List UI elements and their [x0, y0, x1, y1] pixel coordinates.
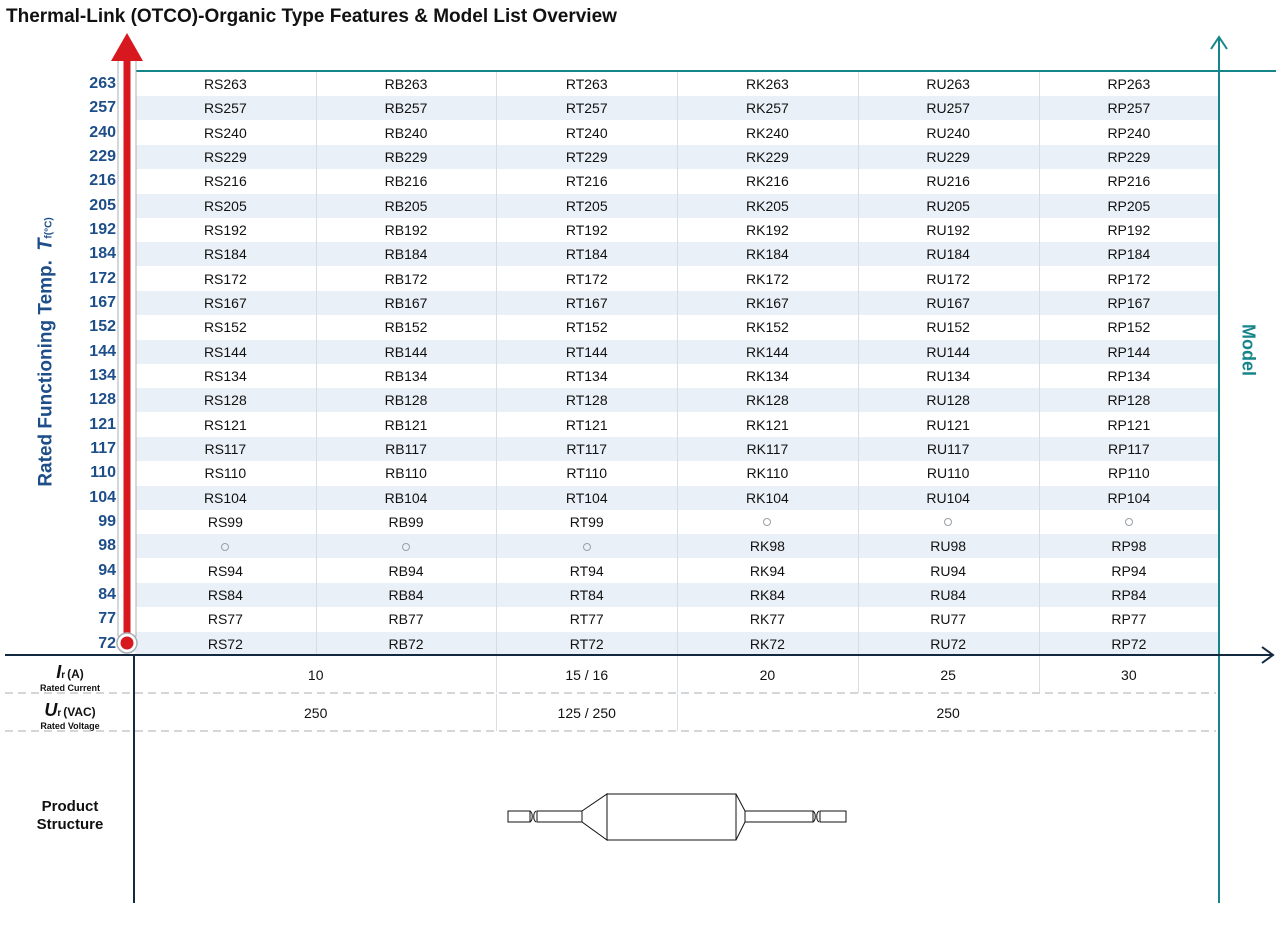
model-cell: RP84	[1111, 586, 1147, 603]
model-cell: RK104	[746, 489, 789, 506]
model-cell: RT240	[565, 124, 608, 141]
model-cell: RS216	[203, 173, 247, 190]
model-cell: RB240	[384, 124, 428, 141]
model-cell: RP134	[1107, 367, 1151, 384]
model-cell: RU72	[930, 635, 967, 652]
model-cell: RK216	[746, 173, 789, 190]
model-cell: RS84	[207, 586, 243, 603]
model-cell: RT110	[566, 465, 608, 482]
rated-voltage-symbol: U	[44, 700, 58, 720]
model-cell: RT72	[569, 635, 604, 652]
model-cell: RS263	[203, 76, 247, 92]
model-cell: RB110	[385, 465, 427, 482]
model-cell: RT77	[569, 611, 604, 628]
rated-voltage-subscript: r	[57, 708, 62, 719]
y-axis-label: Rated Functioning Temp.	[35, 260, 57, 487]
model-cell: RU110	[926, 465, 970, 482]
model-cell: RS134	[203, 367, 247, 384]
model-cell: RU121	[926, 416, 970, 433]
model-cell: RU216	[926, 173, 970, 190]
model-cell: RU134	[926, 367, 970, 384]
model-cell: RU98	[930, 538, 967, 555]
model-cell: RS110	[204, 465, 247, 482]
model-cell: RK152	[746, 319, 789, 336]
temperature-label: 172	[89, 269, 116, 287]
model-cell: RP121	[1107, 416, 1151, 433]
model-cell: RS152	[203, 319, 247, 336]
temperature-label: 128	[89, 391, 116, 409]
model-cell: RP216	[1107, 173, 1151, 190]
temperature-label: 98	[98, 537, 116, 555]
model-cell: RK205	[746, 197, 789, 214]
model-cell: RT84	[569, 586, 604, 603]
model-cell: RP152	[1107, 319, 1151, 336]
model-cell: RK229	[746, 148, 789, 165]
model-cell: RS128	[203, 392, 247, 409]
model-cell: RP94	[1111, 562, 1147, 579]
model-cell: RB117	[385, 440, 427, 457]
model-cell: RU172	[926, 270, 970, 287]
model-cell: RK110	[746, 465, 789, 482]
model-cell: RB229	[384, 148, 428, 165]
thermometer-icon	[111, 33, 143, 653]
temperature-label: 263	[89, 75, 116, 92]
model-cell: RK172	[746, 270, 789, 287]
model-cell: RB152	[384, 319, 428, 336]
model-cell: RB184	[384, 246, 428, 263]
model-cell: RB257	[384, 100, 428, 117]
model-cell: RB99	[388, 513, 424, 530]
temperature-label: 134	[89, 366, 116, 384]
rated-voltage-unit: (VAC)	[63, 705, 96, 719]
model-cell: RB167	[384, 294, 428, 311]
model-cell: RT128	[565, 392, 608, 409]
model-cell: RB172	[384, 270, 428, 287]
rated-current-value: 20	[759, 667, 776, 683]
model-cell: RT117	[566, 440, 608, 457]
model-cell: RT144	[565, 343, 608, 360]
model-cell: RU117	[926, 440, 970, 457]
model-cell: RT184	[565, 246, 608, 263]
model-cell: RK117	[746, 440, 789, 457]
model-cell: RP104	[1107, 489, 1151, 506]
model-cell: RU128	[926, 392, 970, 409]
model-cell: RP240	[1107, 124, 1151, 141]
temperature-label: 152	[89, 318, 116, 336]
temperature-label: 144	[89, 342, 116, 360]
rated-voltage-value: 125 / 250	[557, 705, 616, 721]
model-cell: RT104	[565, 489, 608, 506]
temperature-label: 104	[89, 488, 116, 506]
model-cell: RB121	[384, 416, 428, 433]
model-cell: RB104	[384, 489, 428, 506]
model-cell: RK94	[749, 562, 785, 579]
model-cell: RK263	[746, 76, 789, 92]
model-cell: RS94	[207, 562, 243, 579]
model-cell: RK84	[749, 586, 785, 603]
model-cell: RP172	[1107, 270, 1151, 287]
model-cell: RT192	[565, 221, 608, 238]
model-cell: RS172	[203, 270, 247, 287]
model-cell: RT94	[569, 562, 604, 579]
rated-current-subscript: r	[61, 670, 66, 681]
model-cell: RT121	[565, 416, 608, 433]
model-cell: RP192	[1107, 221, 1151, 238]
temperature-label: 72	[98, 634, 116, 652]
temperature-label: 240	[89, 123, 116, 141]
rated-voltage-value: 250	[936, 705, 960, 721]
model-cell: RU240	[926, 124, 970, 141]
y-axis-unit: (°C)	[43, 217, 55, 236]
product-structure-drawing	[508, 794, 846, 840]
model-cell: RS144	[203, 343, 247, 360]
model-cell: RB128	[384, 392, 428, 409]
model-cell: RT205	[565, 197, 608, 214]
model-cell: RK257	[746, 100, 789, 117]
temperature-label: 257	[89, 99, 116, 117]
rated-current-unit: (A)	[67, 667, 84, 681]
model-cell: RU104	[926, 489, 970, 506]
model-cell: RB84	[388, 586, 424, 603]
temperature-label: 99	[98, 512, 116, 530]
model-cell: RT229	[565, 148, 608, 165]
model-cell: RB134	[384, 367, 428, 384]
model-cell: RP257	[1107, 100, 1151, 117]
model-cell: RP77	[1111, 611, 1147, 628]
rated-current-symbol: I	[56, 662, 62, 682]
model-cell: RK192	[746, 221, 789, 238]
model-cell: RP144	[1107, 343, 1151, 360]
page-title: Thermal-Link (OTCO)-Organic Type Features & Model List Overview	[6, 6, 617, 27]
model-cell: RT167	[565, 294, 608, 311]
model-cell: RP72	[1111, 635, 1147, 652]
model-cell: RS167	[203, 294, 247, 311]
temperature-label: 84	[98, 585, 116, 603]
model-cell: RP167	[1107, 294, 1151, 311]
model-cell: RS240	[203, 124, 247, 141]
rated-voltage-name: Rated Voltage	[40, 721, 100, 731]
temperature-label: 77	[98, 610, 116, 628]
model-cell: RU184	[926, 246, 970, 263]
model-cell: RU77	[930, 611, 967, 628]
temperature-label: 167	[89, 293, 116, 311]
temperature-label: 110	[90, 464, 116, 482]
model-cell: RB94	[388, 562, 424, 579]
model-cell: RK128	[746, 392, 789, 409]
model-cell: RB77	[388, 611, 424, 628]
model-cell: RP98	[1111, 538, 1147, 555]
temperature-label: 216	[89, 172, 116, 190]
temperature-label: 184	[89, 245, 116, 263]
model-cell: RU263	[926, 76, 970, 92]
model-cell: RP229	[1107, 148, 1151, 165]
model-cell: RP184	[1107, 246, 1151, 263]
model-cell: RP205	[1107, 197, 1151, 214]
model-cell: RU229	[926, 148, 970, 165]
model-cell: RS121	[203, 416, 247, 433]
temperature-label: 94	[98, 561, 116, 579]
model-cell: RB216	[384, 173, 428, 190]
model-cell: RK240	[746, 124, 789, 141]
model-cell: RB192	[384, 221, 428, 238]
product-structure-label: Product Structure	[36, 798, 104, 833]
model-cell: RK98	[749, 538, 785, 555]
model-cell: RU144	[926, 343, 970, 360]
temperature-label: 117	[90, 439, 116, 457]
model-cell: RU192	[926, 221, 970, 238]
model-cell: RT99	[569, 513, 604, 530]
model-cell: RU257	[926, 100, 970, 117]
model-cell: RK77	[749, 611, 785, 628]
model-cell: RS104	[203, 489, 247, 506]
rated-current-value: 25	[940, 667, 956, 683]
model-cell: RS77	[207, 611, 243, 628]
y-axis-subscript: f	[43, 235, 55, 239]
model-cell: RB263	[384, 76, 428, 92]
model-cell: RU167	[926, 294, 970, 311]
model-cell: RB144	[384, 343, 428, 360]
model-cell: RK167	[746, 294, 789, 311]
temperature-label: 205	[89, 196, 116, 214]
rated-current-value: 30	[1121, 667, 1137, 683]
rated-voltage-value: 250	[304, 705, 328, 721]
temperature-label: 229	[89, 147, 116, 165]
model-cell: RK72	[749, 635, 785, 652]
temperature-label: 121	[89, 415, 116, 433]
model-cell: RS72	[207, 635, 243, 652]
model-cell: RS257	[203, 100, 247, 117]
model-cell: RK184	[746, 246, 789, 263]
rated-current-value: 10	[307, 667, 324, 683]
model-cell: RK121	[746, 416, 789, 433]
model-cell: RT152	[565, 319, 608, 336]
model-cell: RS192	[203, 221, 247, 238]
model-cell: RS184	[203, 246, 247, 263]
model-axis-label-text: Model	[1238, 324, 1259, 376]
model-cell: RT216	[565, 173, 608, 190]
model-cell: RS229	[203, 148, 247, 165]
model-cell: RB72	[388, 635, 424, 652]
model-cell: RS99	[207, 513, 243, 530]
model-cell: RT257	[565, 100, 608, 117]
model-cell: RB205	[384, 197, 428, 214]
model-cell: RK134	[746, 367, 789, 384]
model-cell: RT263	[565, 76, 608, 92]
model-cell: RP263	[1107, 76, 1151, 92]
model-cell: RU94	[930, 562, 967, 579]
model-cell: RS205	[203, 197, 247, 214]
rated-current-value: 15 / 16	[565, 667, 609, 683]
rated-current-name: Rated Current	[39, 683, 100, 693]
model-cell: RU152	[926, 319, 970, 336]
model-cell: RP117	[1107, 440, 1150, 457]
model-cell: RU84	[930, 586, 967, 603]
model-cell: RU205	[926, 197, 970, 214]
model-cell: RK144	[746, 343, 789, 360]
model-cell: RT172	[565, 270, 608, 287]
model-cell: RT134	[565, 367, 608, 384]
model-cell: RP110	[1107, 465, 1150, 482]
model-cell: RS117	[204, 440, 247, 457]
model-cell: RP128	[1107, 392, 1151, 409]
temperature-label: 192	[89, 220, 116, 238]
y-axis-symbol: T	[34, 238, 57, 251]
